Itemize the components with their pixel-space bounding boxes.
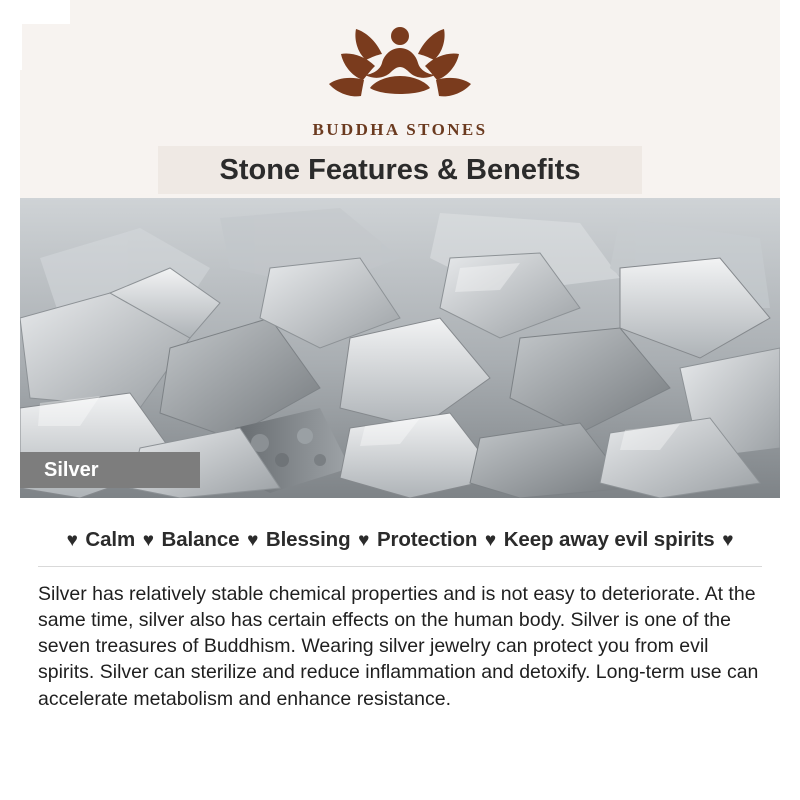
heart-icon: ♥ — [142, 530, 154, 551]
keyword-calm: Calm — [85, 528, 136, 551]
brand-logo — [0, 18, 800, 140]
page-title: Stone Features & Benefits — [219, 154, 581, 186]
right-frame-edge — [780, 0, 800, 800]
content-panel — [20, 498, 780, 800]
keyword-balance: Balance — [161, 528, 240, 551]
keyword-keep-away-evil-spirits: Keep away evil spirits — [503, 528, 715, 551]
keyword-protection: Protection — [376, 528, 478, 551]
left-frame-edge — [0, 0, 20, 800]
heart-icon: ♥ — [358, 530, 370, 551]
heart-icon: ♥ — [722, 530, 734, 551]
heart-icon: ♥ — [484, 530, 497, 551]
brand-name: BUDDHA STONES — [312, 120, 488, 139]
description-text: Silver has relatively stable chemical properties and is not easy to deteriorate. At the same time, silver also has certain effects on the human body. Silver is one of the seven treasures of Buddhism. Wearing silver jewelry can protect you from evil spirits. Silver can sterilize and reduce inflammation and detoxify. Long-term use can accelerate metabolism and enhance resistance. — [38, 583, 759, 710]
stone-name-label: Silver — [20, 452, 200, 488]
corner-notch-bottom-left-vertical — [0, 730, 22, 800]
heart-icon: ♥ — [66, 530, 78, 551]
title-banner — [158, 146, 642, 194]
heart-icon: ♥ — [247, 530, 259, 551]
benefit-keywords — [32, 528, 768, 552]
lotus-meditation-figure-icon — [320, 18, 480, 114]
keyword-blessing: Blessing — [265, 528, 351, 551]
corner-notch-top-left-vertical — [0, 0, 22, 70]
divider — [38, 566, 762, 567]
